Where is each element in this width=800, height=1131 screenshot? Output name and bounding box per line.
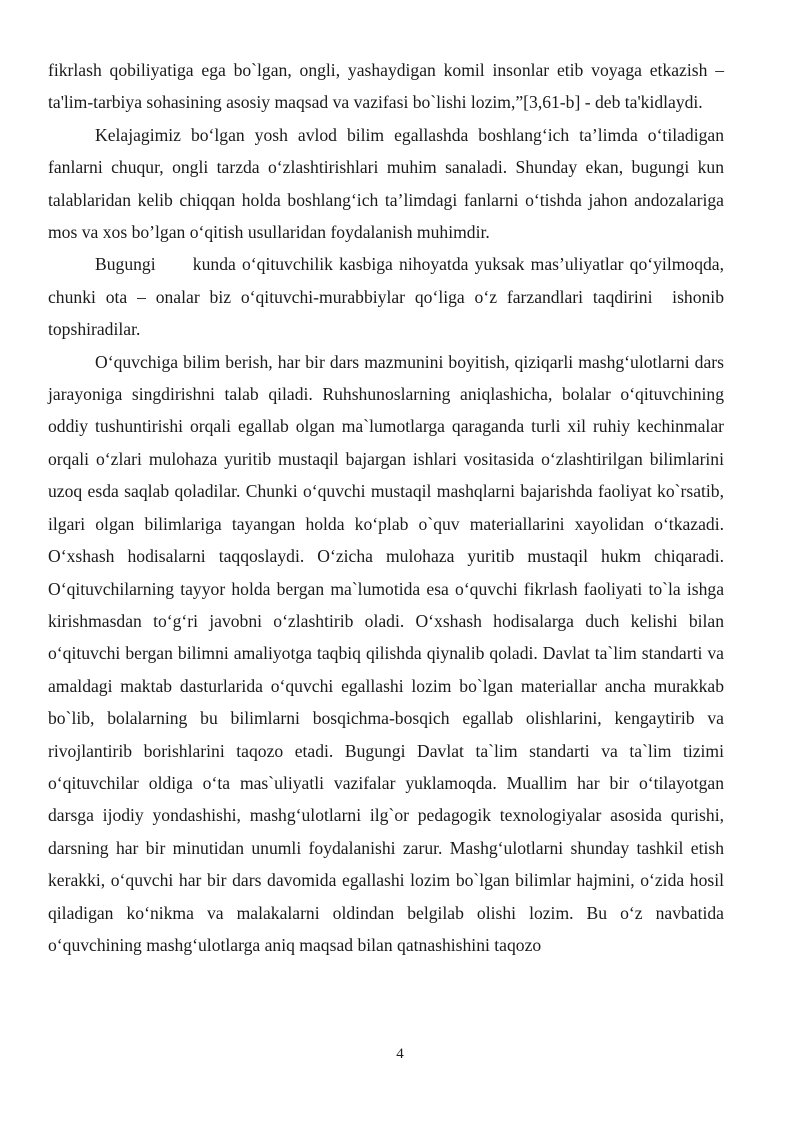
paragraph-teaching-profession: Bugungi kunda o‘qituvchilik kasbiga nihoyatda yuksak mas’uliyatlar qo‘yilmoqda, chunki ota – onalar biz o‘qituvchi-murabbiylar qo‘liga o‘z farzandlari taqdirini ishonib topshiradilar. [48,254,729,340]
paragraph-future-generation: Kelajagimiz bo‘lgan yosh avlod bilim egallashda boshlang‘ich ta’limda o‘tiladigan fanlarni chuqur, ongli tarzda o‘zlashtirishlari muhim sanaladi. Shunday ekan, bugungi kun talablaridan kelib chiqqan holda boshlang‘ich ta’limdagi fanlarni o‘tishda jahon andozalariga mos va xos bo’lgan o‘qitish usullaridan foydalanish muhimdir. [48,124,724,243]
page-number: 4 [396,1046,404,1062]
paragraph-knowledge-transfer: O‘quvchiga bilim berish, har bir dars mazmunini boyitish, qiziqarli mashg‘ulotlarni dars jarayoniga singdirishni talab qiladi. Ruhshunoslarning aniqlashicha, bolalar o‘qituvchining oddiy tushuntirishi orqali egallab olgan ma`lumotlarga qaraganda turli xil ruhiy kechinmalar orqali o‘zlari mulohaza yuritib mustaqil bajargan ishlari vositasida o‘zlashtirilgan bilimlarini uzoq esda saqlab qoladilar. Chunki o‘quvchi mustaqil mashqlarni bajarishda faoliyat ko`rsatib, ilgari olgan bilimlariga tayangan holda ko‘plab o`quv materiallarini xayolidan o‘tkazadi. O‘xshash hodisalarni taqqoslaydi. O‘zicha mulohaza yuritib mustaqil hukm chiqaradi. O‘qituvchilarning tayyor holda bergan ma`lumotida esa o‘quvchi fikrlash faoliyati to`la ishga kirishmasdan to‘g‘ri javobni o‘zlashtirib oladi. O‘xshash hodisalarga duch kelishi bilan o‘qituvchi bergan bilimni amaliyotga taqbiq qilishda qiynalib qoladi. Davlat ta`lim standarti va amaldagi maktab dasturlarida o‘quvchi egallashi lozim bo`lgan materiallar ancha murakkab bo`lib, bolalarning bu bilimlarni bosqichma-bosqich egallab olishlarini, kengaytirib va rivojlantirib borishlarini taqozo etadi. Bugungi Davlat ta`lim standarti va ta`lim tizimi o‘qituvchilar oldiga o‘ta mas`uliyatli vazifalar yuklamoqda. Muallim har bir o‘tilayotgan darsga ijodiy yondashishi, mashg‘ulotlarni ilg`or pedagogik texnologiyalar asosida qurishi, darsning har bir minutidan unumli foydalanishi zarur. Mashg‘ulotlarni shunday tashkil etish kerakki, o‘quvchi har bir dars davomida egallashi lozim bo`lgan bilimlar hajmini, o‘zida hosil qiladigan ko‘nikma va malakalarni oldindan belgilab olishi lozim. Bu o‘z navbatida o‘quvchining mashg‘ulotlarga aniq maqsad bilan qatnashishini taqozo [48,351,724,955]
paragraph-continuation: fikrlash qobiliyatiga ega bo`lgan, ongli, yashaydigan komil insonlar etib voyaga etkazish – ta'lim-tarbiya sohasining asosiy maqsad va vazifasi bo`lishi lozim,”[3,61-b] - deb ta'kidlaydi. [48,60,724,113]
document-body [48,54,729,961]
